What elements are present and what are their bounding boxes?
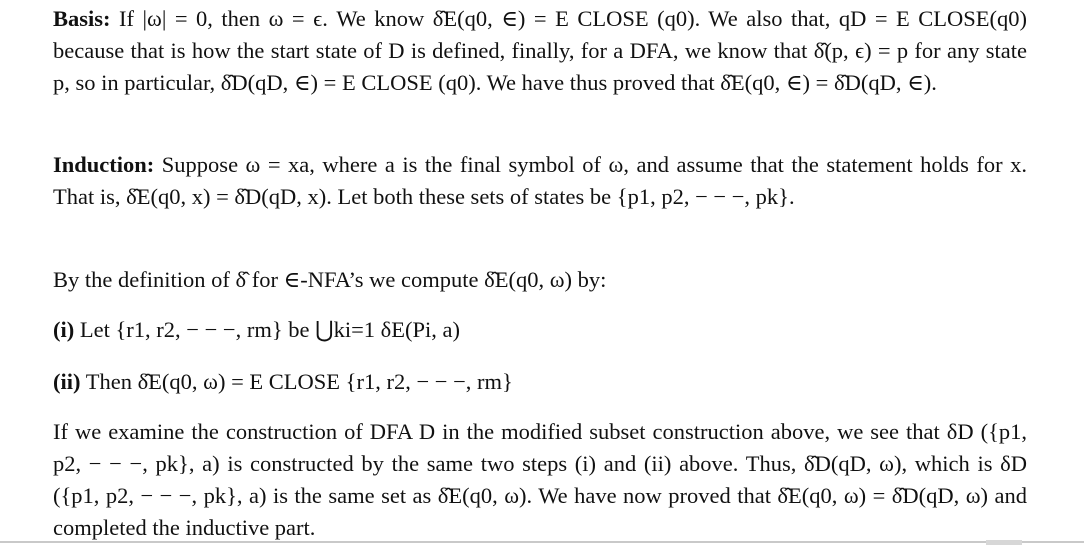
induction-label: Induction: xyxy=(53,152,155,177)
basis-paragraph xyxy=(53,3,1027,99)
induction-text: Suppose ω = xa, where a is the final symbol of ω, and assume that the statement holds for x. That is, δ̂E(q0, x) = δ̂D(qD, x). Let both these sets of states be {p1, p2, − − −, pk}. xyxy=(53,152,1027,209)
step-1-label: (i) xyxy=(53,317,75,342)
definition-text: By the definition of δ̂ for ∈-NFA’s we compute δ̂E(q0, ω) by: xyxy=(53,267,607,292)
basis-label: Basis: xyxy=(53,6,111,31)
bottom-divider-mark xyxy=(986,540,1022,545)
examine-text: If we examine the construction of DFA D in the modified subset construction above, we see that δD ({p1, p2, − − −, pk}, a) is constructed by the same two steps (i) and (ii) above. Thus, δ̂D(qD, ω), which is δD ({p1, p2, − − −, pk}, a) is the same set as δ̂E(q0, ω). We have now proved that δ̂E(q0, ω) = δ̂D(qD, ω) and completed the inductive part. xyxy=(53,419,1027,540)
definition-paragraph xyxy=(53,264,1027,296)
bottom-divider xyxy=(0,541,1084,543)
step-2-label: (ii) xyxy=(53,369,81,394)
step-2-line xyxy=(53,366,1027,398)
step-1-line xyxy=(53,314,1027,346)
step-2-text: Then δ̂E(q0, ω) = E CLOSE {r1, r2, − − −, rm} xyxy=(80,369,513,394)
examine-paragraph xyxy=(53,416,1027,544)
step-1-text: Let {r1, r2, − − −, rm} be ⋃ki=1 δE(Pi, a) xyxy=(74,317,460,342)
basis-text: If |ω| = 0, then ω = ϵ. We know δ̂E(q0, ∈) = E CLOSE (q0). We also that, qD = E CLOSE(q0) because that is how the start state of D is defined, finally, for a DFA, we know that δ̂(p, ϵ) = p for any state p, so in particular, δ̂D(qD, ∈) = E CLOSE (q0). We have thus proved that δ̂E(q0, ∈) = δ̂D(qD, ∈). xyxy=(53,6,1027,95)
induction-paragraph xyxy=(53,149,1027,213)
